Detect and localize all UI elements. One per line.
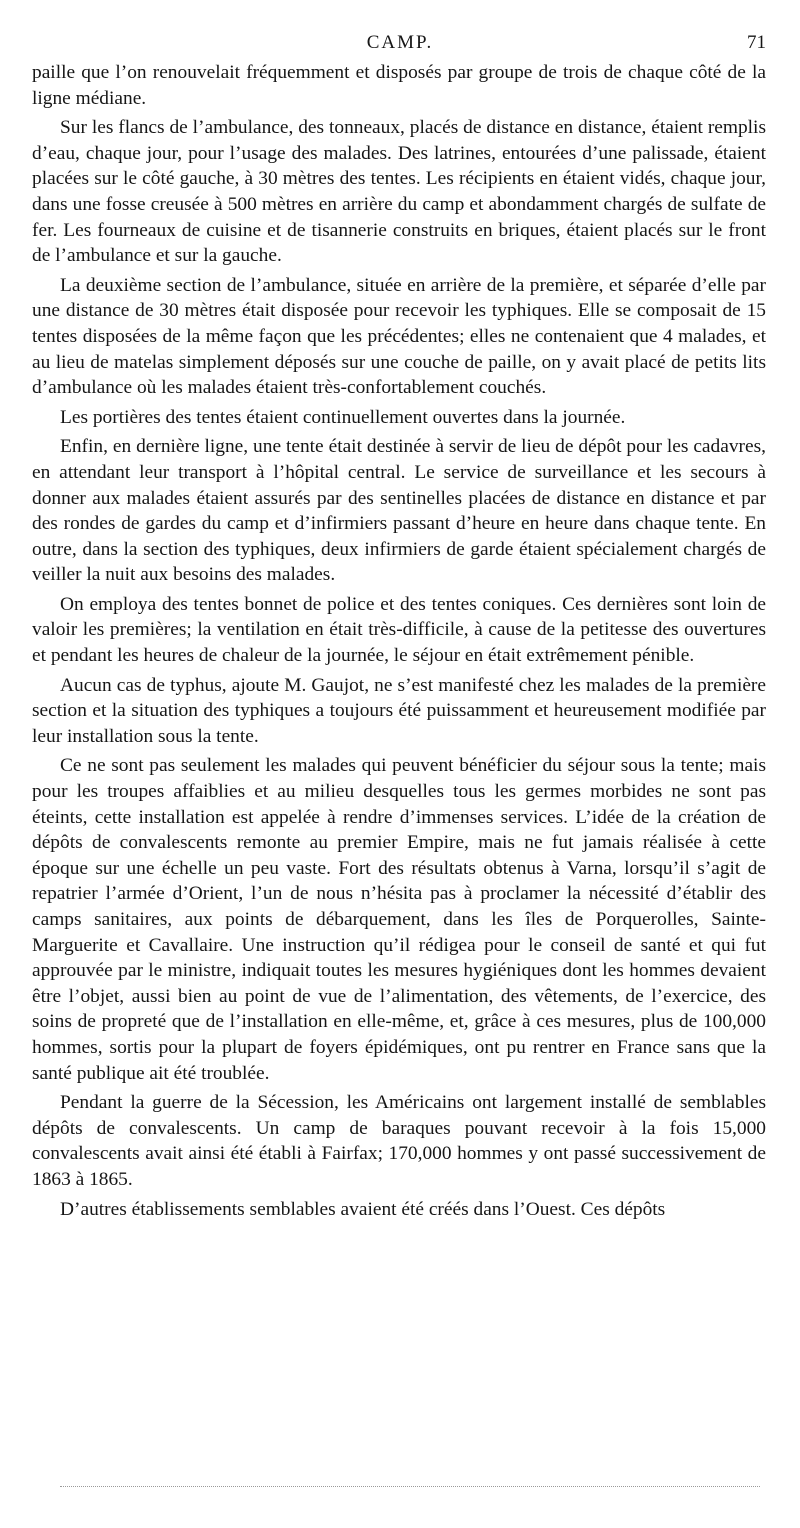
- paragraph: On employa des tentes bonnet de police et des tentes coniques. Ces dernières sont loin de valoir les premières; la ventilation en était très-difficile, à cause de la petitesse des ouvertures et pendant les heures de chaleur de la journée, le séjour en était extrêmement pénible.: [32, 593, 766, 667]
- paragraph: Pendant la guerre de la Sécession, les Américains ont largement installé de semblables dépôts de convalescents. Un camp de baraques pouvant recevoir à la fois 15,000 convalescents avait ainsi été établi à Fairfax; 170,000 hommes y ont passé successivement de 1863 à 1865.: [32, 1092, 766, 1190]
- scan-artifact-line: [60, 1486, 760, 1487]
- paragraph-continuation: paille que l’on renouvelait fréquemment et disposés par groupe de trois de chaque côté de la ligne médiane.: [32, 62, 766, 109]
- page-number: 71: [747, 32, 766, 53]
- paragraph: La deuxième section de l’ambulance, située en arrière de la première, et séparée d’elle par une distance de 30 mètres était disposée pour recevoir les typhiques. Elle se composait de 15 tentes disposées de la même façon que les précédentes; elles ne contenaient que 4 malades, et au lieu de matelas simplement déposés sur une couche de paille, on y avait placé de petits lits d’ambulance où les malades étaient très-confortablement couchés.: [32, 274, 766, 399]
- paragraph: D’autres établissements semblables avaient été créés dans l’Ouest. Ces dépôts: [60, 1198, 666, 1220]
- paragraph: Aucun cas de typhus, ajoute M. Gaujot, ne s’est manifesté chez les malades de la première section et la situation des typhiques a toujours été puissamment et heureusement modifiée par leur installation sous la tente.: [32, 674, 766, 747]
- running-header: [32, 32, 768, 56]
- paragraph: Ce ne sont pas seulement les malades qui peuvent bénéficier du séjour sous la tente; mais pour les troupes affaiblies et au milieu desquelles tous les germes morbides ne sont pas éteints, cette installation est appelée à rendre d’immenses services. L’idée de la création de dépôts de convalescents remonte au premier Empire, mais ne fut jamais réalisée à cette époque sur une échelle un peu vaste. Fort des résultats obtenus à Varna, lorsqu’il s’agit de repatrier l’armée d’Orient, l’un de nous n’hésita pas à proclamer la nécessité d’établir des camps sanitaires, aux points de débarquement, dans les îles de Porquerolles, Sainte-Marguerite et Cavallaire. Une instruction qu’il rédigea pour le conseil de santé et qui fut approuvée par le ministre, indiquait toutes les mesures hygiéniques dont les hommes devaient être l’objet, aussi bien au point de vue de l’alimentation, des vêtements, de l’exercice, des soins de propreté que de l’installation en elle-même, et, grâce à ces mesures, plus de 100,000 hommes, sortis pour la plupart de foyers épidémiques, ont pu rentrer en France sans que la santé publique ait été troublée.: [32, 755, 766, 1084]
- paragraph: Enfin, en dernière ligne, une tente était destinée à servir de lieu de dépôt pour les cadavres, en attendant leur transport à l’hôpital central. Le service de surveillance et les secours à donner aux malades étaient assurés par des sentinelles placées de distance en distance et par des rondes de gardes du camp et d’infirmiers passant d’heure en heure dans chaque tente. En outre, dans la section des typhiques, deux infirmiers de garde étaient spécialement chargés de veiller la nuit aux besoins des malades.: [32, 436, 766, 586]
- paragraph: Sur les flancs de l’ambulance, des tonneaux, placés de distance en distance, étaient remplis d’eau, chaque jour, pour l’usage des malades. Des latrines, entourées d’une palissade, étaient placées sur le côté gauche, à 30 mètres des tentes. Les récipients en étaient vidés, chaque jour, dans une fosse creusée à 500 mètres en arrière du camp et abondamment chargés de sulfate de fer. Les fourneaux de cuisine et de tisannerie construits en briques, étaient placés sur le front de l’ambulance et sur la gauche.: [32, 117, 766, 267]
- body-text: [32, 60, 766, 1226]
- paragraph: Les portières des tentes étaient continuellement ouvertes dans la journée.: [60, 406, 626, 428]
- running-title: CAMP.: [366, 32, 434, 53]
